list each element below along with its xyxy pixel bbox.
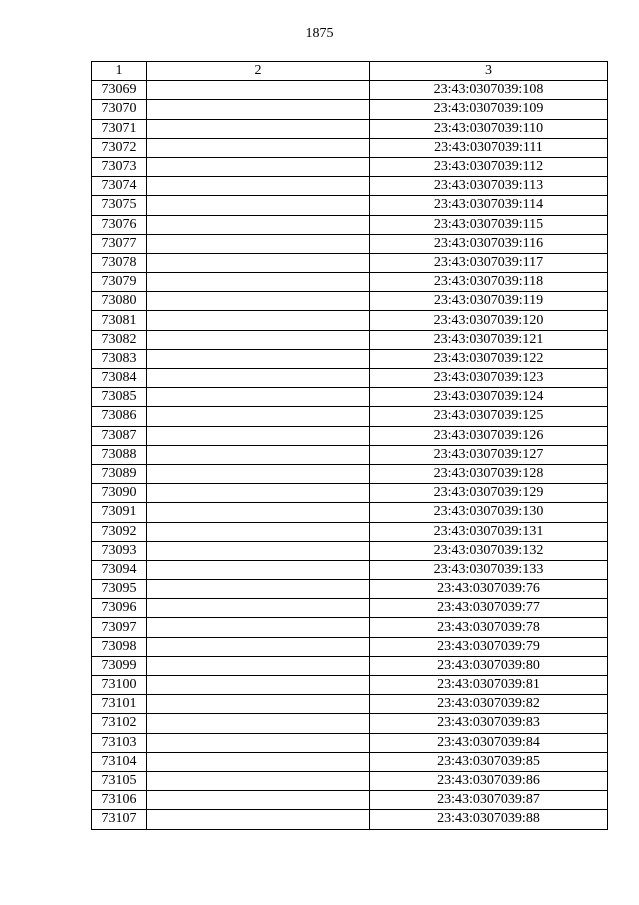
cadastral-number-cell: 23:43:0307039:81 xyxy=(370,676,608,695)
cadastral-number-cell: 23:43:0307039:129 xyxy=(370,484,608,503)
description-cell xyxy=(147,503,370,522)
row-number-cell: 73090 xyxy=(92,484,147,503)
description-cell xyxy=(147,771,370,790)
description-cell xyxy=(147,714,370,733)
row-number-cell: 73087 xyxy=(92,426,147,445)
row-number-cell: 73083 xyxy=(92,349,147,368)
table-body xyxy=(92,81,608,829)
description-cell xyxy=(147,138,370,157)
row-number-cell: 73106 xyxy=(92,791,147,810)
cadastral-number-cell: 23:43:0307039:84 xyxy=(370,733,608,752)
description-cell xyxy=(147,349,370,368)
cadastral-number-cell: 23:43:0307039:87 xyxy=(370,791,608,810)
table-row xyxy=(92,253,608,272)
table-row xyxy=(92,714,608,733)
description-cell xyxy=(147,791,370,810)
table-row xyxy=(92,733,608,752)
row-number-cell: 73101 xyxy=(92,695,147,714)
cadastral-number-cell: 23:43:0307039:124 xyxy=(370,388,608,407)
table-row xyxy=(92,560,608,579)
header-row xyxy=(92,62,608,81)
cadastral-number-cell: 23:43:0307039:118 xyxy=(370,273,608,292)
row-number-cell: 73070 xyxy=(92,100,147,119)
description-cell xyxy=(147,234,370,253)
table-row xyxy=(92,157,608,176)
table-row xyxy=(92,81,608,100)
row-number-cell: 73076 xyxy=(92,215,147,234)
table-row xyxy=(92,100,608,119)
row-number-cell: 73098 xyxy=(92,637,147,656)
description-cell xyxy=(147,676,370,695)
description-cell xyxy=(147,157,370,176)
description-cell xyxy=(147,541,370,560)
row-number-cell: 73073 xyxy=(92,157,147,176)
row-number-cell: 73078 xyxy=(92,253,147,272)
row-number-cell: 73085 xyxy=(92,388,147,407)
row-number-cell: 73071 xyxy=(92,119,147,138)
table-row xyxy=(92,599,608,618)
description-cell xyxy=(147,618,370,637)
table-row xyxy=(92,369,608,388)
table-row xyxy=(92,349,608,368)
cadastral-number-cell: 23:43:0307039:83 xyxy=(370,714,608,733)
row-number-cell: 73102 xyxy=(92,714,147,733)
table-row xyxy=(92,292,608,311)
cadastral-number-cell: 23:43:0307039:119 xyxy=(370,292,608,311)
description-cell xyxy=(147,215,370,234)
table-header xyxy=(92,62,608,81)
row-number-cell: 73096 xyxy=(92,599,147,618)
description-cell xyxy=(147,733,370,752)
row-number-cell: 73095 xyxy=(92,580,147,599)
row-number-cell: 73072 xyxy=(92,138,147,157)
column-header-2: 2 xyxy=(147,62,370,81)
column-header-1: 1 xyxy=(92,62,147,81)
cadastral-number-cell: 23:43:0307039:116 xyxy=(370,234,608,253)
table-row xyxy=(92,484,608,503)
cadastral-number-cell: 23:43:0307039:131 xyxy=(370,522,608,541)
cadastral-number-cell: 23:43:0307039:133 xyxy=(370,560,608,579)
row-number-cell: 73093 xyxy=(92,541,147,560)
cadastral-number-cell: 23:43:0307039:82 xyxy=(370,695,608,714)
cadastral-number-cell: 23:43:0307039:120 xyxy=(370,311,608,330)
table-row xyxy=(92,771,608,790)
description-cell xyxy=(147,100,370,119)
table-row xyxy=(92,522,608,541)
description-cell xyxy=(147,388,370,407)
row-number-cell: 73079 xyxy=(92,273,147,292)
cadastral-number-cell: 23:43:0307039:110 xyxy=(370,119,608,138)
cadastral-number-cell: 23:43:0307039:111 xyxy=(370,138,608,157)
row-number-cell: 73103 xyxy=(92,733,147,752)
table-row xyxy=(92,177,608,196)
cadastral-number-cell: 23:43:0307039:115 xyxy=(370,215,608,234)
table-row xyxy=(92,215,608,234)
description-cell xyxy=(147,273,370,292)
table-row xyxy=(92,426,608,445)
description-cell xyxy=(147,484,370,503)
table-row xyxy=(92,407,608,426)
register-table xyxy=(91,61,608,830)
cadastral-number-cell: 23:43:0307039:112 xyxy=(370,157,608,176)
row-number-cell: 73082 xyxy=(92,330,147,349)
description-cell xyxy=(147,752,370,771)
cadastral-number-cell: 23:43:0307039:121 xyxy=(370,330,608,349)
table-row xyxy=(92,618,608,637)
cadastral-number-cell: 23:43:0307039:77 xyxy=(370,599,608,618)
description-cell xyxy=(147,580,370,599)
row-number-cell: 73074 xyxy=(92,177,147,196)
table-row xyxy=(92,580,608,599)
table-row xyxy=(92,273,608,292)
table-row xyxy=(92,810,608,829)
cadastral-number-cell: 23:43:0307039:117 xyxy=(370,253,608,272)
cadastral-number-cell: 23:43:0307039:88 xyxy=(370,810,608,829)
description-cell xyxy=(147,695,370,714)
cadastral-number-cell: 23:43:0307039:114 xyxy=(370,196,608,215)
table-row xyxy=(92,791,608,810)
description-cell xyxy=(147,177,370,196)
cadastral-number-cell: 23:43:0307039:76 xyxy=(370,580,608,599)
table-row xyxy=(92,503,608,522)
row-number-cell: 73086 xyxy=(92,407,147,426)
description-cell xyxy=(147,656,370,675)
row-number-cell: 73107 xyxy=(92,810,147,829)
table-row xyxy=(92,752,608,771)
cadastral-number-cell: 23:43:0307039:109 xyxy=(370,100,608,119)
row-number-cell: 73089 xyxy=(92,464,147,483)
description-cell xyxy=(147,522,370,541)
cadastral-number-cell: 23:43:0307039:126 xyxy=(370,426,608,445)
description-cell xyxy=(147,637,370,656)
cadastral-number-cell: 23:43:0307039:123 xyxy=(370,369,608,388)
row-number-cell: 73091 xyxy=(92,503,147,522)
page-number: 1875 xyxy=(305,26,334,41)
table-row xyxy=(92,311,608,330)
row-number-cell: 73080 xyxy=(92,292,147,311)
table-row xyxy=(92,388,608,407)
table-row xyxy=(92,196,608,215)
row-number-cell: 73088 xyxy=(92,445,147,464)
row-number-cell: 73105 xyxy=(92,771,147,790)
description-cell xyxy=(147,119,370,138)
column-header-3: 3 xyxy=(370,62,608,81)
row-number-cell: 73099 xyxy=(92,656,147,675)
row-number-cell: 73092 xyxy=(92,522,147,541)
description-cell xyxy=(147,810,370,829)
table-row xyxy=(92,541,608,560)
table-row xyxy=(92,656,608,675)
table-row xyxy=(92,445,608,464)
table-row xyxy=(92,464,608,483)
table-row xyxy=(92,695,608,714)
row-number-cell: 73100 xyxy=(92,676,147,695)
table-row xyxy=(92,119,608,138)
table-row xyxy=(92,637,608,656)
description-cell xyxy=(147,599,370,618)
cadastral-number-cell: 23:43:0307039:127 xyxy=(370,445,608,464)
cadastral-number-cell: 23:43:0307039:80 xyxy=(370,656,608,675)
cadastral-number-cell: 23:43:0307039:78 xyxy=(370,618,608,637)
cadastral-number-cell: 23:43:0307039:128 xyxy=(370,464,608,483)
row-number-cell: 73094 xyxy=(92,560,147,579)
row-number-cell: 73075 xyxy=(92,196,147,215)
row-number-cell: 73097 xyxy=(92,618,147,637)
table-row xyxy=(92,330,608,349)
description-cell xyxy=(147,81,370,100)
cadastral-number-cell: 23:43:0307039:130 xyxy=(370,503,608,522)
cadastral-number-cell: 23:43:0307039:108 xyxy=(370,81,608,100)
description-cell xyxy=(147,407,370,426)
row-number-cell: 73081 xyxy=(92,311,147,330)
description-cell xyxy=(147,445,370,464)
description-cell xyxy=(147,426,370,445)
cadastral-number-cell: 23:43:0307039:86 xyxy=(370,771,608,790)
cadastral-number-cell: 23:43:0307039:122 xyxy=(370,349,608,368)
cadastral-number-cell: 23:43:0307039:125 xyxy=(370,407,608,426)
table-row xyxy=(92,234,608,253)
row-number-cell: 73077 xyxy=(92,234,147,253)
description-cell xyxy=(147,330,370,349)
cadastral-number-cell: 23:43:0307039:79 xyxy=(370,637,608,656)
row-number-cell: 73069 xyxy=(92,81,147,100)
cadastral-number-cell: 23:43:0307039:132 xyxy=(370,541,608,560)
description-cell xyxy=(147,369,370,388)
table-row xyxy=(92,676,608,695)
description-cell xyxy=(147,311,370,330)
description-cell xyxy=(147,464,370,483)
cadastral-number-cell: 23:43:0307039:113 xyxy=(370,177,608,196)
description-cell xyxy=(147,196,370,215)
description-cell xyxy=(147,292,370,311)
description-cell xyxy=(147,560,370,579)
table-row xyxy=(92,138,608,157)
row-number-cell: 73084 xyxy=(92,369,147,388)
description-cell xyxy=(147,253,370,272)
row-number-cell: 73104 xyxy=(92,752,147,771)
cadastral-number-cell: 23:43:0307039:85 xyxy=(370,752,608,771)
